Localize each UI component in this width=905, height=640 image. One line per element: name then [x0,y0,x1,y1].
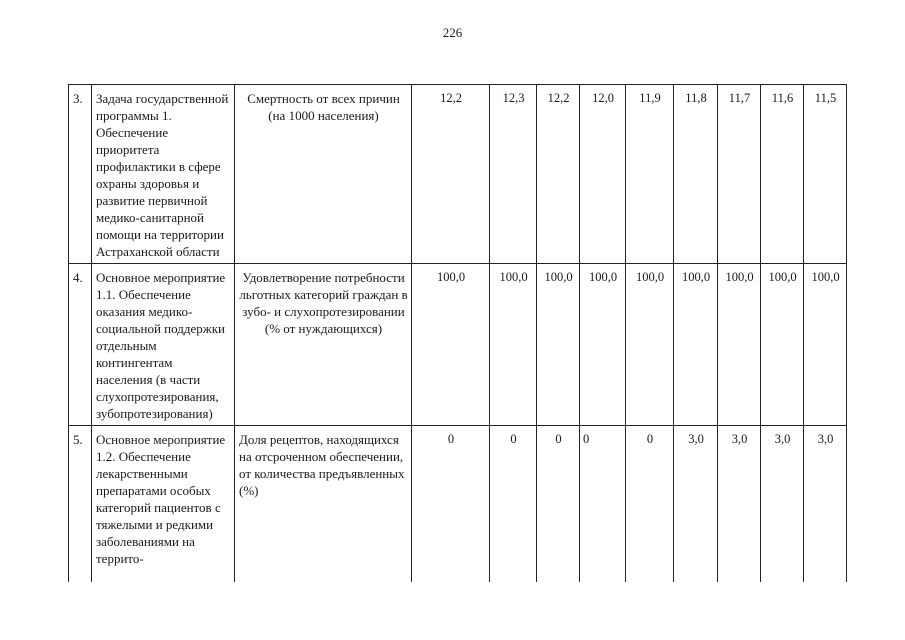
indicator-cell: Доля рецептов, находящихся на отсроченном обеспечении, от количества предъявленных (%) [235,426,412,583]
value-cell: 12,3 [490,85,537,264]
row-number: 5. [69,426,92,583]
value-cell: 100,0 [804,264,847,426]
indicator-cell: Удовлетворение потребности льготных категорий граждан в зубо- и слухопротезировании (% от нуждающихся) [235,264,412,426]
value-cell: 11,6 [761,85,804,264]
table-row [69,426,847,583]
page-number: 226 [442,25,463,40]
value-cell: 100,0 [537,264,580,426]
value-cell: 100,0 [761,264,804,426]
value-cell: 100,0 [490,264,537,426]
task-cell: Основное мероприятие 1.2. Обеспечение лекарственными препаратами особых категорий пациентов с тяжелыми и редкими заболеваниями на террито- [92,426,235,583]
value-cell: 100,0 [626,264,674,426]
task-cell: Задача государственной программы 1. Обеспечение приоритета профилактики в сфере охраны здоровья и развитие первичной медико-санитарной помощи на территории Астраханской области [92,85,235,264]
value-cell: 0 [537,426,580,583]
value-cell: 12,2 [412,85,490,264]
task-cell: Основное мероприятие 1.1. Обеспечение оказания медико-социальной поддержки отдельным контингентам населения (в части слухопротезирования, зубопротезирования) [92,264,235,426]
value-cell: 3,0 [718,426,761,583]
value-cell: 11,8 [674,85,718,264]
indicator-cell: Смертность от всех причин (на 1000 населения) [235,85,412,264]
value-cell: 11,7 [718,85,761,264]
row-number: 4. [69,264,92,426]
indicators-table [68,84,847,582]
table-row [69,85,847,264]
value-cell: 3,0 [761,426,804,583]
value-cell: 100,0 [412,264,490,426]
value-cell: 11,5 [804,85,847,264]
value-cell: 100,0 [674,264,718,426]
value-cell: 0 [580,426,626,583]
value-cell: 12,0 [580,85,626,264]
value-cell: 12,2 [537,85,580,264]
value-cell: 11,9 [626,85,674,264]
value-cell: 3,0 [804,426,847,583]
value-cell: 3,0 [674,426,718,583]
value-cell: 0 [490,426,537,583]
value-cell: 100,0 [718,264,761,426]
table-row [69,264,847,426]
row-number: 3. [69,85,92,264]
value-cell: 100,0 [580,264,626,426]
value-cell: 0 [626,426,674,583]
value-cell: 0 [412,426,490,583]
